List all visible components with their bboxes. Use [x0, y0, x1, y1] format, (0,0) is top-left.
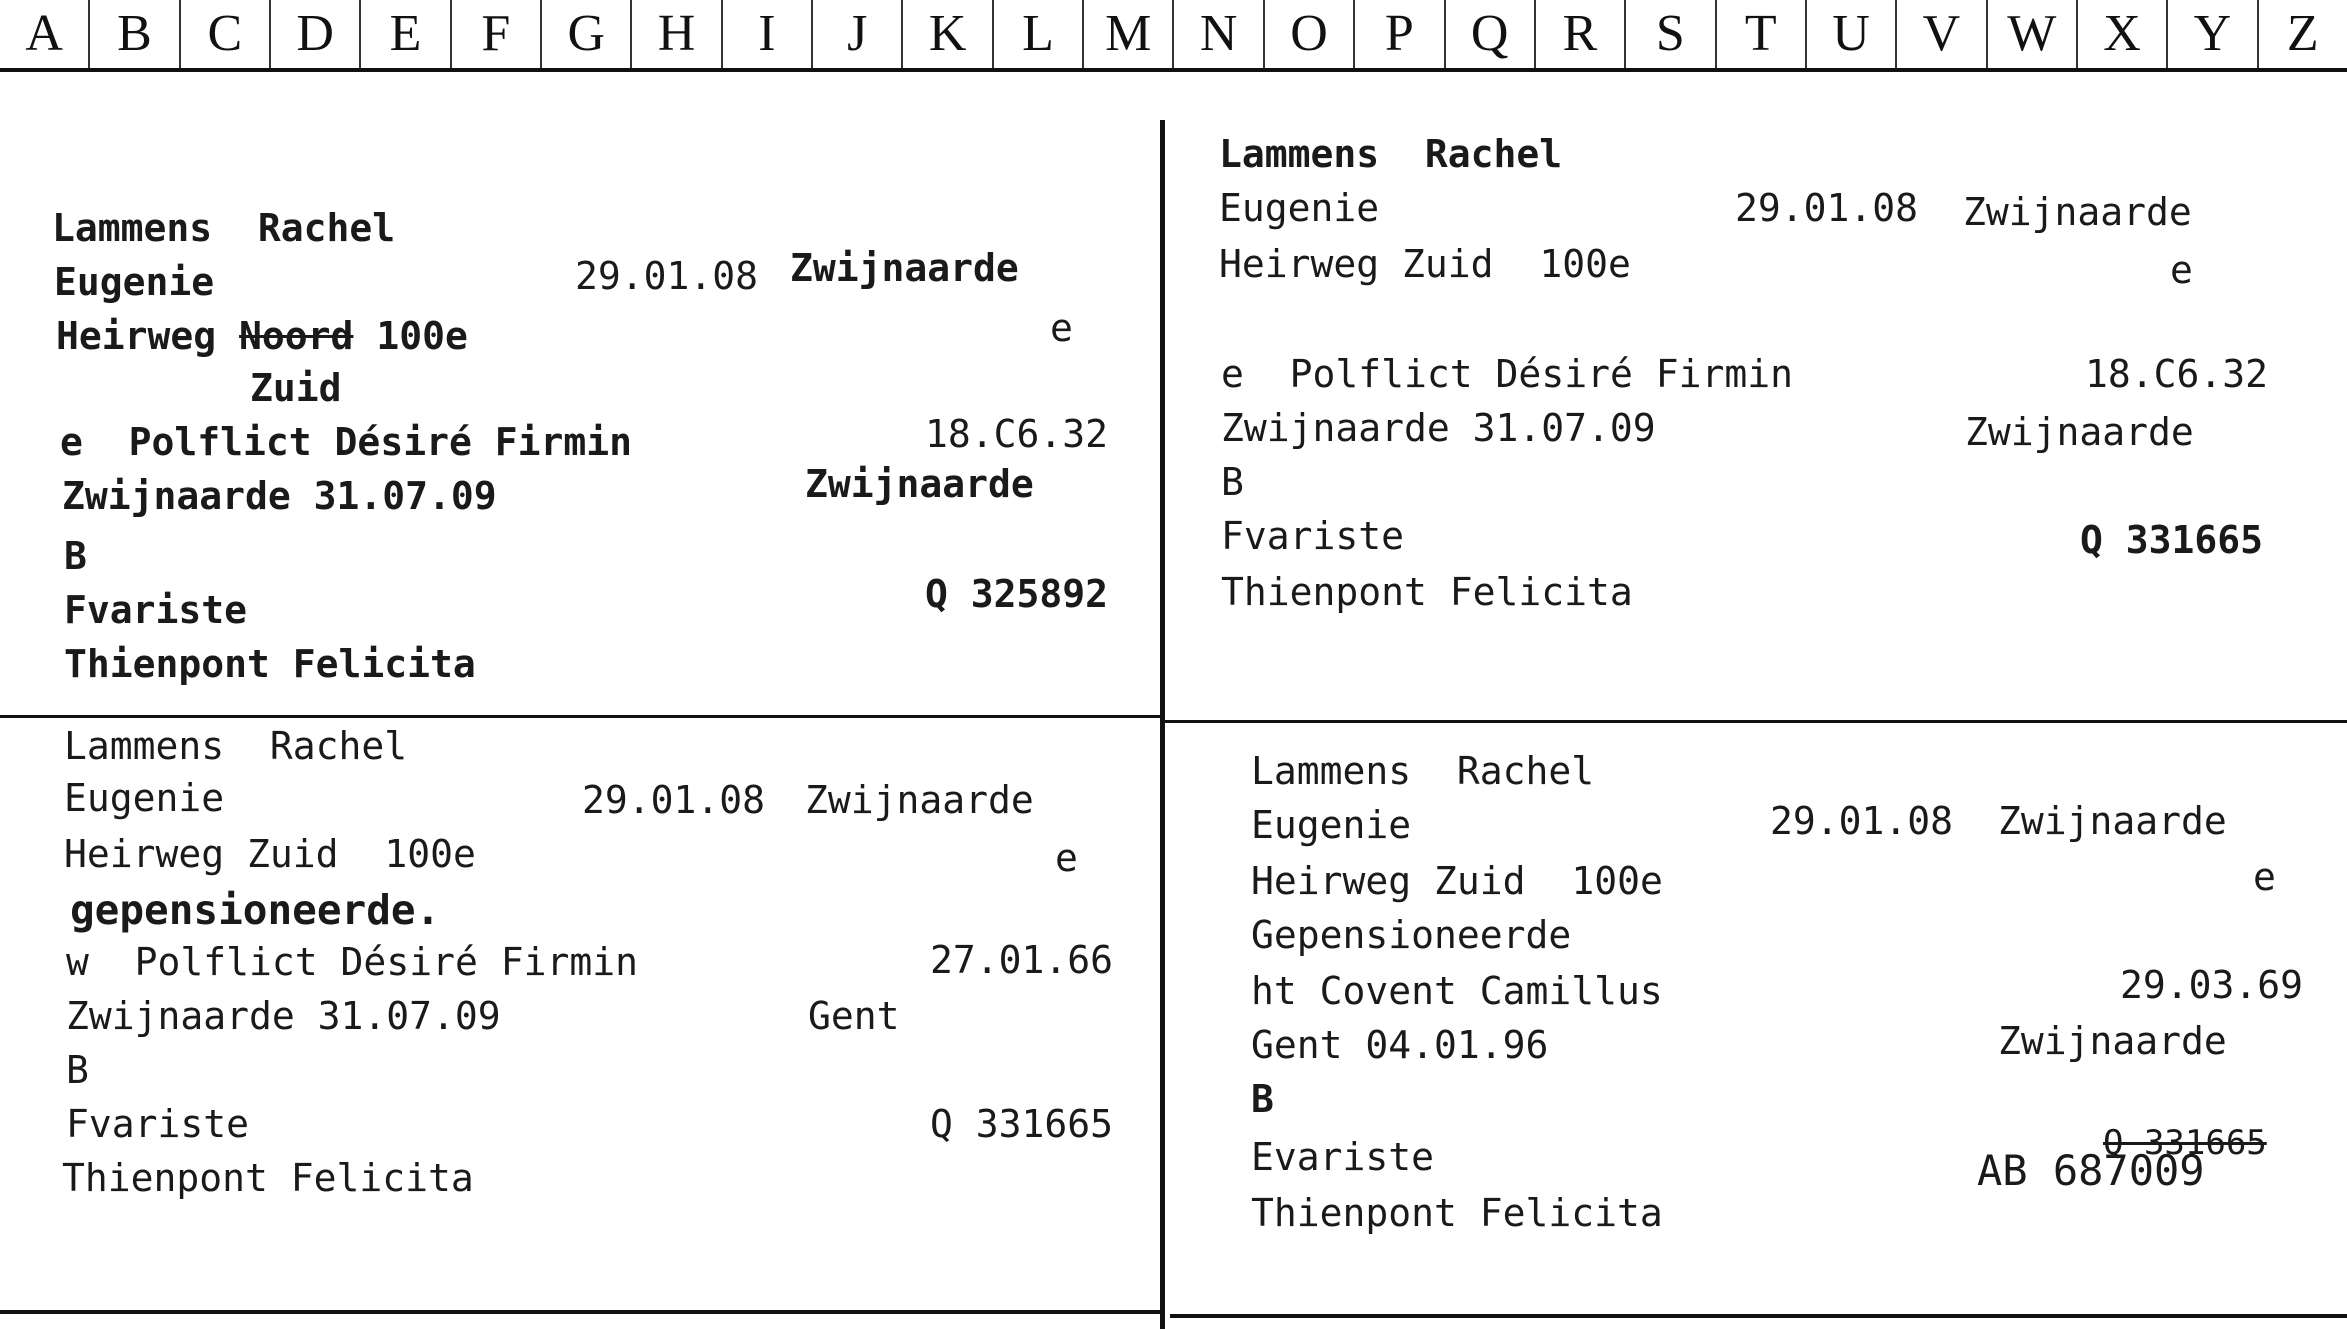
card-surname: Lammens Rachel — [52, 206, 396, 250]
card-address: Heirweg Zuid 100e — [1251, 859, 1663, 903]
card-spouse-place: Zwijnaarde — [1965, 410, 2194, 454]
card-surname: Lammens Rachel — [64, 724, 408, 768]
card-category: B — [66, 1048, 89, 1092]
card-address: Heirweg Zuid 100e — [64, 832, 476, 876]
index-letter-d: D — [271, 0, 361, 68]
card-spouse: e Polflict Désiré Firmin — [60, 420, 632, 464]
card-category: B — [1251, 1077, 1274, 1121]
index-letter-u: U — [1807, 0, 1897, 68]
card-spouse-date: 18.C6.32 — [925, 412, 1109, 456]
card-number: Q 331665 — [930, 1102, 1114, 1146]
index-letter-l: L — [994, 0, 1084, 68]
index-letter-s: S — [1626, 0, 1716, 68]
card-spouse-birth: Zwijnaarde 31.07.09 — [1221, 406, 1656, 450]
card-birth-date: 29.01.08 — [575, 254, 759, 298]
card-birth-place: Zwijnaarde — [1998, 799, 2227, 843]
card-spouse-birth: Gent 04.01.96 — [1251, 1023, 1549, 1067]
card-marker: e — [2253, 855, 2276, 899]
card-status: Gepensioneerde — [1251, 913, 1572, 957]
index-letter-t: T — [1717, 0, 1807, 68]
index-letter-w: W — [1988, 0, 2078, 68]
card-address: Heirweg Noord 100e — [56, 314, 468, 358]
card-category: B — [1221, 460, 1244, 504]
card-given-name: Eugenie — [64, 776, 225, 820]
card-birth-place: Zwijnaarde — [790, 246, 1019, 290]
index-letter-g: G — [542, 0, 632, 68]
card-marker: e — [1055, 836, 1078, 880]
card-father: Fvariste — [66, 1102, 250, 1146]
card-spouse: ht Covent Camillus — [1251, 969, 1663, 1013]
index-letter-r: R — [1536, 0, 1626, 68]
card-new-number: AB 687009 — [1977, 1146, 2205, 1195]
card-father: Fvariste — [1221, 514, 1405, 558]
card-bottom-left — [0, 718, 1160, 1310]
card-spouse: w Polflict Désiré Firmin — [66, 940, 638, 984]
card-number: Q 325892 — [925, 572, 1109, 616]
card-spouse-place: Zwijnaarde — [805, 462, 1034, 506]
card-status: gepensioneerde. — [70, 886, 441, 934]
index-letter-x: X — [2078, 0, 2168, 68]
card-number: Q 331665 — [2080, 518, 2264, 562]
card-surname: Lammens Rachel — [1251, 749, 1595, 793]
card-spouse-birth: Zwijnaarde 31.07.09 — [62, 474, 497, 518]
bottom-rule-left — [0, 1310, 1162, 1314]
card-street-correction: Zuid — [250, 366, 342, 410]
card-birth-date: 29.01.08 — [582, 778, 766, 822]
card-given-name: Eugenie — [54, 260, 215, 304]
index-letter-p: P — [1355, 0, 1445, 68]
card-spouse-date: 18.C6.32 — [2085, 352, 2269, 396]
card-marker: e — [2170, 248, 2193, 292]
index-letter-y: Y — [2168, 0, 2258, 68]
index-letter-h: H — [632, 0, 722, 68]
card-top-left — [0, 0, 1160, 715]
card-birth-date: 29.01.08 — [1735, 186, 1919, 230]
card-birth-place: Zwijnaarde — [1963, 190, 2192, 234]
index-letter-m: M — [1084, 0, 1174, 68]
index-letter-c: C — [181, 0, 271, 68]
index-letter-f: F — [452, 0, 542, 68]
card-top-right — [1165, 0, 2347, 720]
index-letter-v: V — [1897, 0, 1987, 68]
card-father: Evariste — [1251, 1135, 1435, 1179]
index-letter-e: E — [361, 0, 451, 68]
index-letter-b: B — [90, 0, 180, 68]
index-letter-a: A — [0, 0, 90, 68]
index-letter-i: I — [723, 0, 813, 68]
card-category: B — [64, 534, 87, 578]
index-letter-j: J — [813, 0, 903, 68]
card-spouse: e Polflict Désiré Firmin — [1221, 352, 1793, 396]
index-letter-k: K — [903, 0, 993, 68]
index-letter-o: O — [1265, 0, 1355, 68]
card-surname: Lammens Rachel — [1219, 132, 1563, 176]
card-father: Fvariste — [64, 588, 248, 632]
card-address: Heirweg Zuid 100e — [1219, 242, 1631, 286]
card-old-number: Q 331665 — [2103, 1123, 2267, 1163]
card-spouse-date: 27.01.66 — [930, 938, 1114, 982]
index-letter-n: N — [1174, 0, 1264, 68]
card-marker: e — [1050, 306, 1073, 350]
card-spouse-place: Gent — [808, 994, 900, 1038]
card-birth-place: Zwijnaarde — [805, 778, 1034, 822]
card-bottom-right — [1165, 723, 2347, 1313]
card-given-name: Eugenie — [1251, 803, 1412, 847]
card-birth-date: 29.01.08 — [1770, 799, 1954, 843]
card-mother: Thienpont Felicita — [64, 642, 476, 686]
card-spouse-birth: Zwijnaarde 31.07.09 — [66, 994, 501, 1038]
card-mother: Thienpont Felicita — [1251, 1191, 1663, 1235]
card-mother: Thienpont Felicita — [62, 1156, 474, 1200]
index-letter-q: Q — [1446, 0, 1536, 68]
bottom-rule-right — [1170, 1314, 2347, 1318]
card-given-name: Eugenie — [1219, 186, 1380, 230]
index-letter-z: Z — [2286, 5, 2319, 62]
card-spouse-date: 29.03.69 — [2120, 963, 2304, 1007]
card-mother: Thienpont Felicita — [1221, 570, 1633, 614]
card-spouse-place: Zwijnaarde — [1998, 1019, 2227, 1063]
